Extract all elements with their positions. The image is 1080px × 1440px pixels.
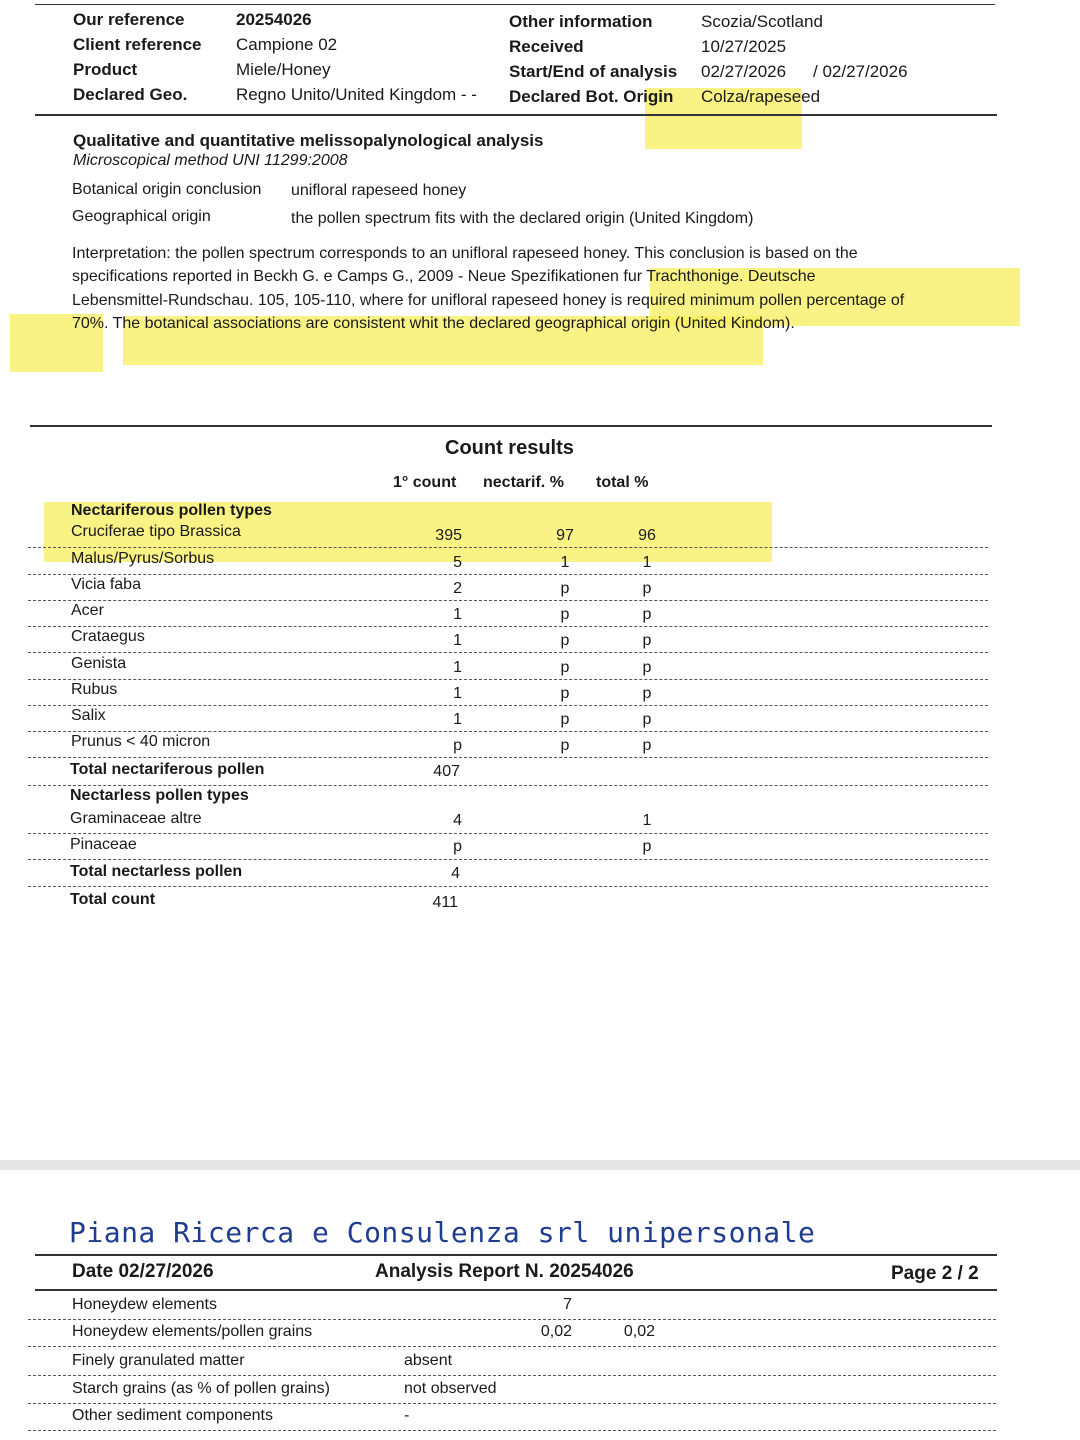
row-divider (28, 679, 988, 680)
page2-row-value: not observed (404, 1380, 497, 1397)
section-nectariferous: Nectariferous pollen types (71, 502, 272, 519)
analysis-title: Qualitative and quantitative melissopalynological analysis (73, 131, 544, 150)
pollen-nectarif-pct: p (560, 580, 570, 597)
pollen-count: 1 (453, 711, 462, 728)
end-value: / 02/27/2026 (813, 62, 908, 81)
row-divider (28, 1430, 996, 1431)
pollen-name: Crataegus (71, 628, 145, 645)
row-divider (28, 785, 988, 786)
pollen-total-pct: p (642, 606, 652, 623)
pollen-count: 1 (453, 632, 462, 649)
geographical-origin-label: Geographical origin (72, 208, 211, 225)
total-count-value: 411 (432, 894, 458, 911)
row-divider (28, 574, 988, 575)
pollen-name: Acer (71, 602, 104, 619)
top-rule (35, 4, 995, 5)
pollen-name: Rubus (71, 681, 118, 698)
pollen-total-pct: p (642, 838, 652, 855)
row-divider (28, 757, 988, 758)
start-end-label: Start/End of analysis (509, 62, 678, 81)
page2-row-value: absent (404, 1352, 453, 1369)
page2-row-label: Starch grains (as % of pollen grains) (72, 1380, 330, 1397)
pollen-nectarif-pct: p (560, 685, 570, 702)
col-header-nectarif: nectarif. % (483, 474, 564, 491)
total-nectarless-label: Total nectarless pollen (70, 863, 243, 880)
row-divider (28, 705, 988, 706)
pollen-nectarif-pct: 97 (556, 527, 574, 544)
row-divider (28, 626, 988, 627)
botanical-origin-value: unifloral rapeseed honey (291, 182, 467, 199)
pollen-count: 2 (453, 580, 462, 597)
pollen-total-pct: p (642, 737, 652, 754)
pollen-count: 1 (453, 685, 462, 702)
declared-geo-label: Declared Geo. (73, 85, 188, 104)
pollen-name: Malus/Pyrus/Sorbus (71, 550, 215, 567)
product-value: Miele/Honey (236, 60, 331, 79)
other-information-label: Other information (509, 12, 653, 31)
page2-row-value: 0,02 (540, 1323, 572, 1340)
pollen-name: Cruciferae tipo Brassica (71, 523, 241, 540)
row-divider (28, 886, 988, 887)
report-number: Analysis Report N. 20254026 (375, 1261, 634, 1282)
our-reference-value: 20254026 (236, 10, 312, 29)
pollen-count: p (453, 737, 462, 754)
pollen-total-pct: p (642, 685, 652, 702)
report-date: Date 02/27/2026 (72, 1261, 214, 1282)
start-value: 02/27/2026 (701, 62, 787, 81)
pollen-count: 5 (453, 554, 462, 571)
row-divider (28, 1319, 996, 1320)
declared-bot-origin-label: Declared Bot. Origin (509, 87, 674, 106)
botanical-origin-label: Botanical origin conclusion (72, 181, 262, 198)
row-divider (28, 1346, 996, 1347)
row-divider (28, 652, 988, 653)
geographical-origin-value: the pollen spectrum fits with the declared origin (United Kingdom) (291, 210, 754, 227)
interpretation-line: Lebensmittel-Rundschau. 105, 105-110, where for unifloral rapeseed honey is required minimum pollen percentage of (72, 292, 905, 309)
total-nectariferous-value: 407 (433, 763, 460, 780)
pollen-nectarif-pct: p (560, 606, 570, 623)
section-nectarless: Nectarless pollen types (70, 787, 249, 804)
product-label: Product (73, 60, 138, 79)
page2-row-label: Honeydew elements (72, 1296, 217, 1313)
pollen-nectarif-pct: p (560, 711, 570, 728)
col-header-count: 1° count (393, 474, 457, 491)
pollen-name: Graminaceae altre (70, 810, 202, 827)
pollen-total-pct: p (642, 711, 652, 728)
pollen-nectarif-pct: p (560, 632, 570, 649)
page2-row-value2: 0,02 (623, 1323, 655, 1340)
count-top-rule (30, 425, 992, 427)
company-name: Piana Ricerca e Consulenza srl unipersonale (69, 1216, 816, 1249)
pollen-name: Genista (71, 655, 127, 672)
col-header-total: total % (596, 474, 649, 491)
received-value: 10/27/2025 (701, 37, 787, 56)
pollen-total-pct: p (642, 580, 652, 597)
page2-rule-bottom (35, 1289, 997, 1291)
row-divider (28, 731, 988, 732)
pollen-count: 1 (453, 606, 462, 623)
row-divider (28, 1403, 996, 1404)
interpretation-line: Interpretation: the pollen spectrum corresponds to an unifloral rapeseed honey. This conclusion is based on the (72, 245, 858, 262)
page2-row-value: 7 (563, 1296, 572, 1313)
pollen-total-pct: p (642, 632, 652, 649)
pollen-name: Salix (71, 707, 106, 724)
row-divider (28, 600, 988, 601)
pollen-count: 4 (453, 812, 462, 829)
total-nectariferous-label: Total nectariferous pollen (70, 761, 265, 778)
row-divider (28, 1375, 996, 1376)
count-results-title: Count results (445, 437, 574, 459)
pollen-count: 1 (453, 659, 462, 676)
pollen-nectarif-pct: 1 (560, 554, 570, 571)
page2-row-label: Other sediment components (72, 1407, 273, 1424)
row-divider (28, 859, 988, 860)
page-separator (0, 1160, 1080, 1170)
declared-bot-origin-value: Colza/rapeseed (701, 87, 821, 106)
pollen-total-pct: 96 (638, 527, 656, 544)
other-information-value: Scozia/Scotland (701, 12, 823, 31)
pollen-count: 395 (435, 527, 462, 544)
interpretation-line: specifications reported in Beckh G. e Camps G., 2009 - Neue Spezifikationen fur Trachthonige. Deutsche (72, 268, 816, 285)
total-nectarless-value: 4 (451, 865, 460, 882)
pollen-name: Vicia faba (71, 576, 141, 593)
pollen-count: p (453, 838, 462, 855)
our-reference-label: Our reference (73, 10, 185, 29)
page2-row-value: - (404, 1407, 410, 1424)
pollen-name: Pinaceae (70, 836, 137, 853)
declared-geo-value: Regno Unito/United Kingdom - - (236, 85, 477, 104)
header-bottom-rule (35, 114, 997, 116)
page-number: Page 2 / 2 (891, 1263, 979, 1284)
analysis-method: Microscopical method UNI 11299:2008 (73, 152, 348, 169)
row-divider (28, 547, 988, 548)
received-label: Received (509, 37, 584, 56)
pollen-total-pct: p (642, 659, 652, 676)
row-divider (28, 833, 988, 834)
interpretation-line: 70%. The botanical associations are consistent whit the declared geographical origin (United Kindom). (72, 315, 795, 332)
pollen-total-pct: 1 (642, 554, 652, 571)
client-reference-value: Campione 02 (236, 35, 338, 54)
page2-row-label: Honeydew elements/pollen grains (72, 1323, 313, 1340)
total-count-label: Total count (70, 891, 156, 908)
pollen-total-pct: 1 (642, 812, 652, 829)
page2-row-label: Finely granulated matter (72, 1352, 245, 1369)
pollen-nectarif-pct: p (560, 737, 570, 754)
client-reference-label: Client reference (73, 35, 202, 54)
page2-rule-top (35, 1254, 997, 1256)
pollen-nectarif-pct: p (560, 659, 570, 676)
pollen-name: Prunus < 40 micron (71, 733, 211, 750)
